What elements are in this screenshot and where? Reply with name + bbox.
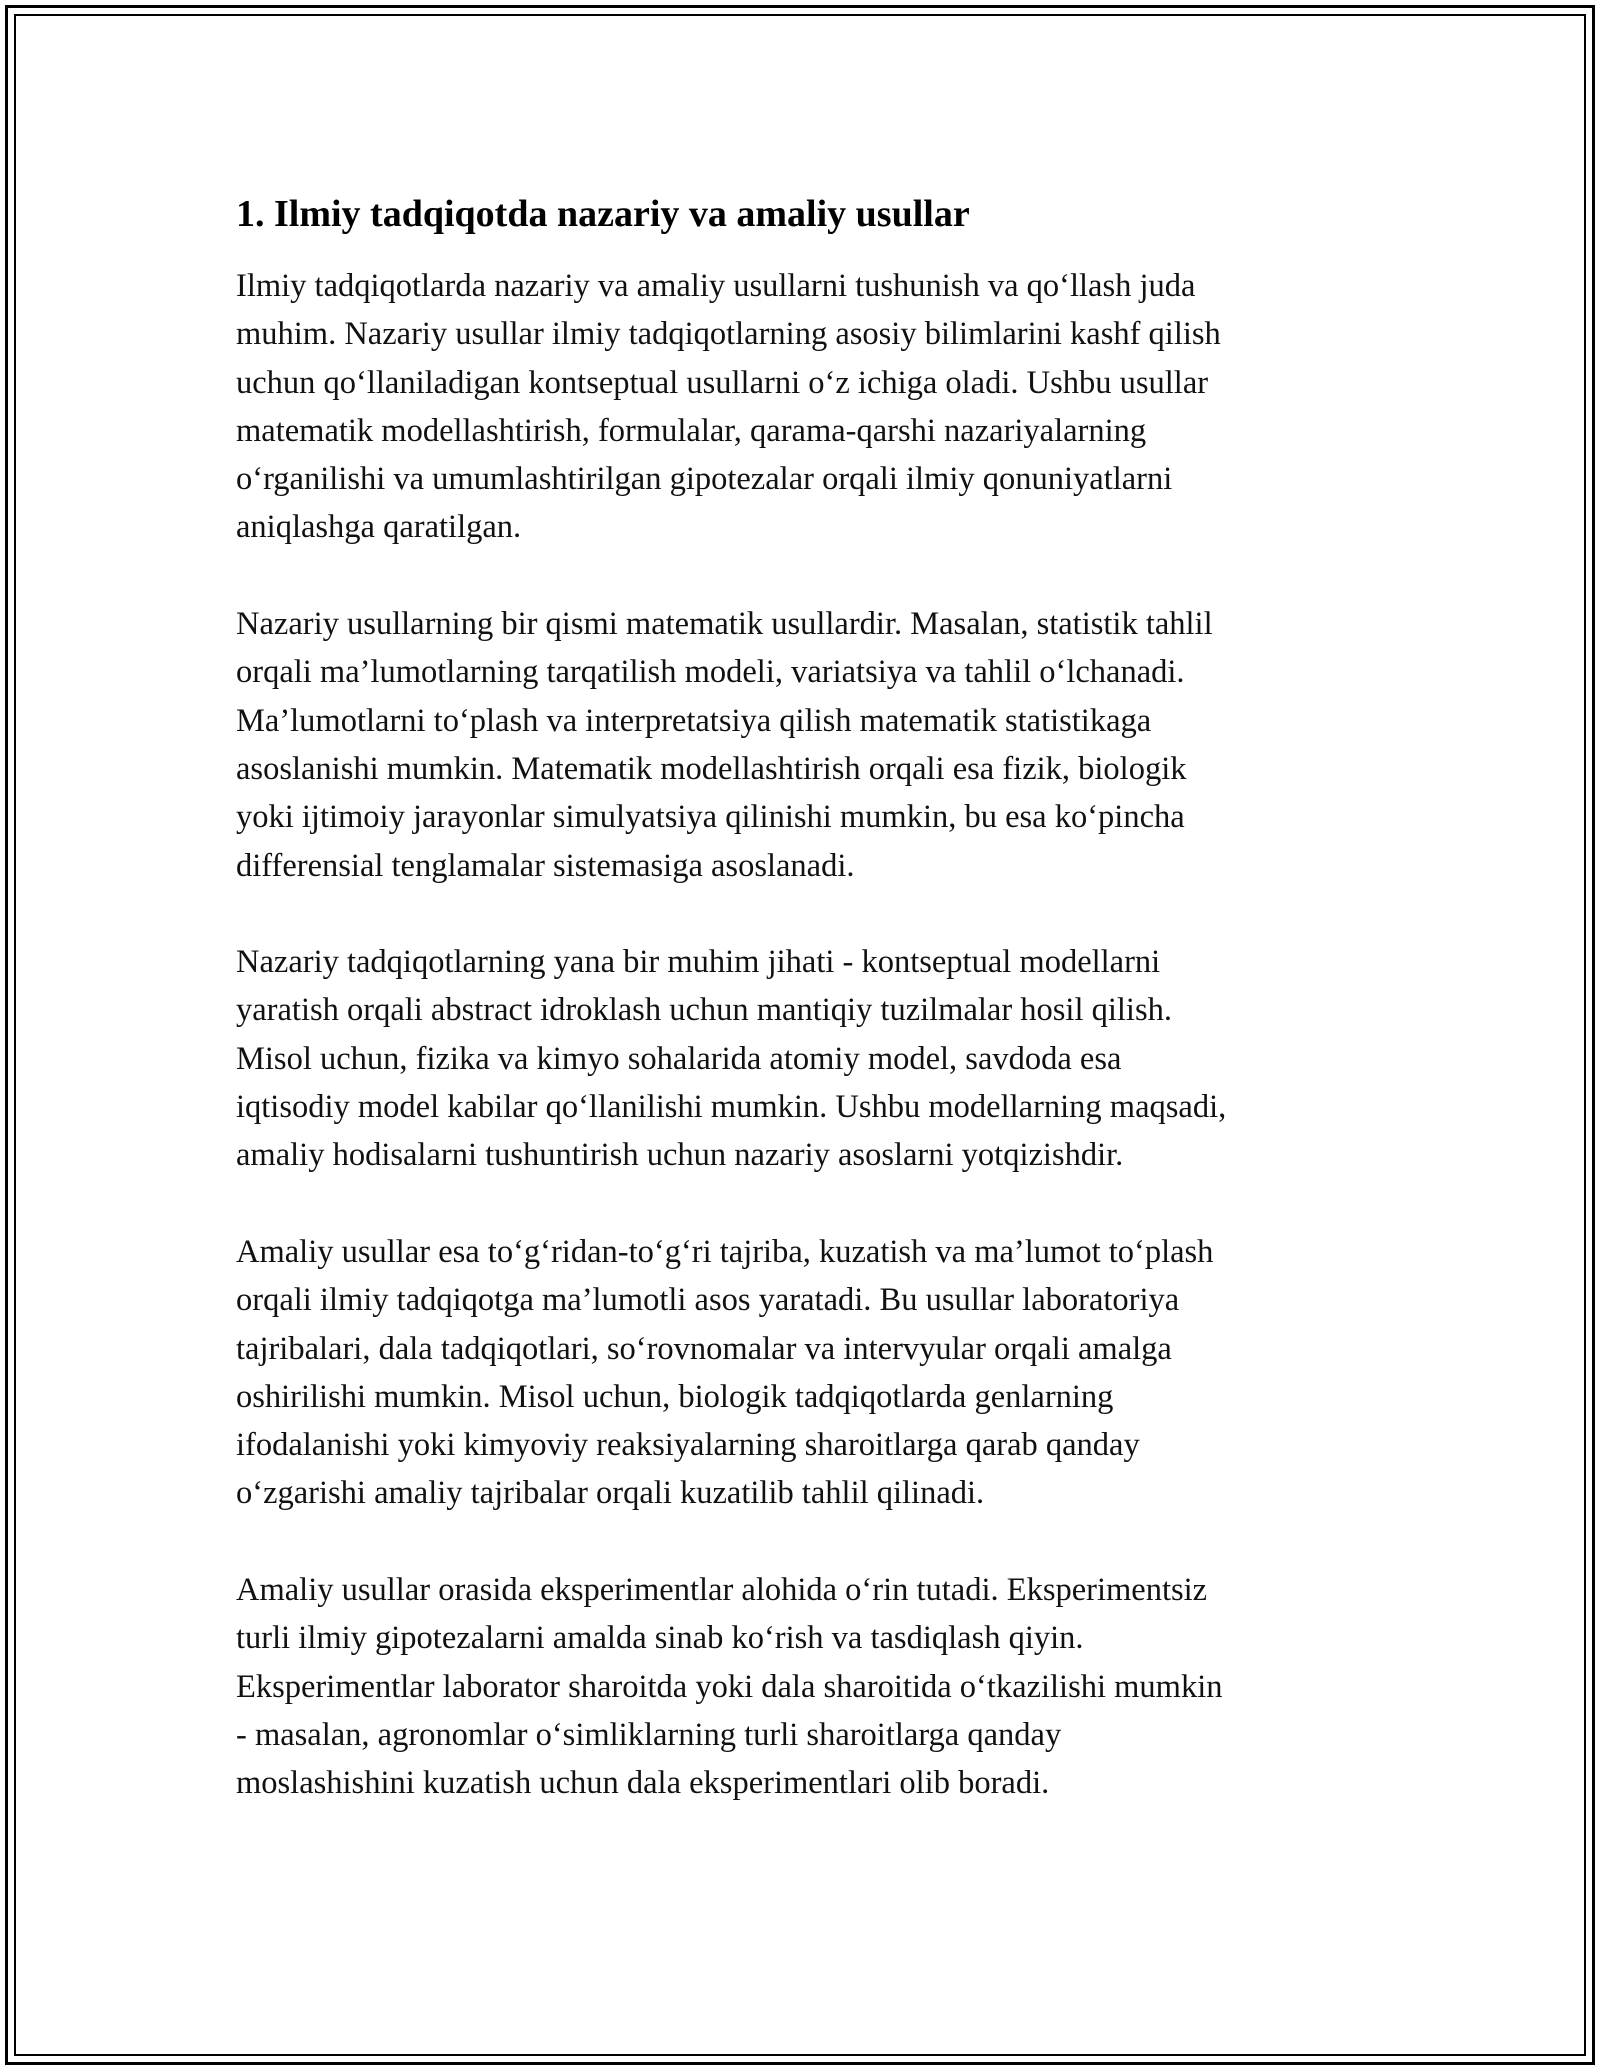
text-line: Amaliy usullar esa to‘g‘ridan-to‘g‘ri tajriba, kuzatish va ma’lumot to‘plash [236,1233,1214,1270]
paragraph-4 [236,1228,1376,1518]
text-line: Nazariy usullarning bir qismi matematik usullardir. Masalan, statistik tahlil [236,606,1213,643]
text-line: o‘rganilishi va umumlashtirilgan gipotezalar orqali ilmiy qonuniyatlarni [236,461,1173,498]
text-line: oshirilishi mumkin. Misol uchun, biologik tadqiqotlarda genlarning [236,1378,1114,1415]
text-line: muhim. Nazariy usullar ilmiy tadqiqotlarning asosiy bilimlarini kashf qilish [236,316,1221,353]
text-line: matematik modellashtirish, formulalar, qarama-qarshi nazariyalarning [236,412,1147,449]
text-line: Misol uchun, fizika va kimyo sohalarida atomiy model, savdoda esa [236,1040,1122,1077]
section-heading: 1. Ilmiy tadqiqotda nazariy va amaliy usullar [236,193,970,235]
text-line: yaratish orqali abstract idroklash uchun mantiqiy tuzilmalar hosil qilish. [236,992,1172,1029]
text-line: uchun qo‘llaniladigan kontseptual usullarni o‘z ichiga oladi. Ushbu usullar [236,364,1209,401]
text-line: ifodalanishi yoki kimyoviy reaksiyalarning sharoitlarga qarab qanday [236,1427,1140,1464]
document-body [236,186,1376,1856]
text-line: iqtisodiy model kabilar qo‘llanilishi mumkin. Ushbu modellarning maqsadi, [236,1089,1227,1126]
text-line: asoslanishi mumkin. Matematik modellashtirish orqali esa fizik, biologik [236,750,1187,787]
text-line: orqali ilmiy tadqiqotga ma’lumotli asos yaratadi. Bu usullar laboratoriya [236,1282,1180,1319]
text-line: - masalan, agronomlar o‘simliklarning turli sharoitlarga qanday [236,1716,1062,1753]
text-line: aniqlashga qaratilgan. [236,509,522,546]
text-line: Eksperimentlar laborator sharoitda yoki dala sharoitida o‘tkazilishi mumkin [236,1668,1223,1705]
text-line: moslashishini kuzatish uchun dala eksperimentlari olib boradi. [236,1765,1050,1802]
paragraph-3 [236,938,1376,1179]
text-line: o‘zgarishi amaliy tajribalar orqali kuzatilib tahlil qilinadi. [236,1475,985,1512]
text-line: yoki ijtimoiy jarayonlar simulyatsiya qilinishi mumkin, bu esa ko‘pincha [236,799,1185,836]
text-line: turli ilmiy gipotezalarni amalda sinab ko‘rish va tasdiqlash qiyin. [236,1620,1084,1657]
text-line: tajribalari, dala tadqiqotlari, so‘rovnomalar va intervyular orqali amalga [236,1330,1172,1367]
text-line: Amaliy usullar orasida eksperimentlar alohida o‘rin tutadi. Eksperimentsiz [236,1572,1208,1609]
paragraph-5 [236,1566,1376,1807]
paragraph-1 [236,262,1376,552]
text-line: orqali ma’lumotlarning tarqatilish modeli, variatsiya va tahlil o‘lchanadi. [236,654,1185,691]
text-line: Ma’lumotlarni to‘plash va interpretatsiya qilish matematik statistikaga [236,702,1152,739]
text-line: differensial tenglamalar sistemasiga asoslanadi. [236,847,855,884]
paragraph-2 [236,600,1376,890]
text-line: amaliy hodisalarni tushuntirish uchun nazariy asoslarni yotqizishdir. [236,1137,1124,1174]
text-line: Nazariy tadqiqotlarning yana bir muhim jihati - kontseptual modellarni [236,944,1161,981]
text-line: Ilmiy tadqiqotlarda nazariy va amaliy usullarni tushunish va qo‘llash juda [236,268,1196,304]
